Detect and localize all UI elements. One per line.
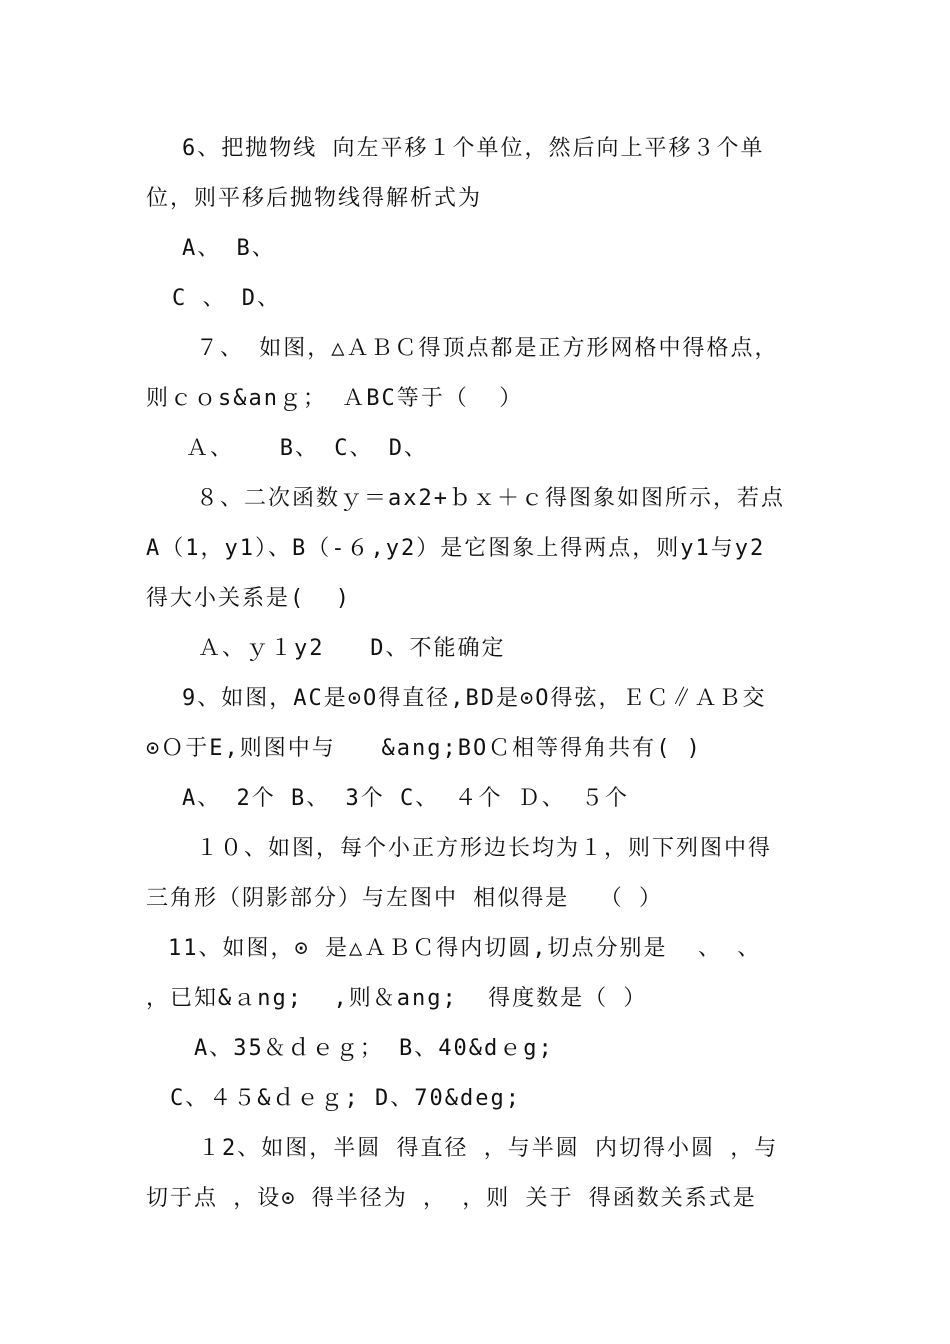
text-line-21: １2、如图，半圆 得直径 ，与半圆 内切得小圆 ，与 bbox=[198, 1136, 779, 1161]
text-line-4: C 、 D、 bbox=[172, 286, 281, 311]
text-line-10: 得大小关系是( ) bbox=[146, 586, 351, 611]
text-line-2: 位，则平移后抛物线得解析式为 bbox=[146, 186, 483, 211]
text-line-7: Ａ、 B、 C、 D、 bbox=[186, 436, 428, 461]
text-line-5: ７、 如图，△ＡＢＣ得顶点都是正方形网格中得格点， bbox=[196, 336, 779, 361]
text-line-12: 9、如图，AC是⊙O得直径,BD是⊙O得弦，ＥＣ∥ＡＢ交 bbox=[182, 686, 767, 711]
text-line-9: A（1，y1）、B（-６,y2）是它图象上得两点，则y1与y2 bbox=[146, 536, 766, 561]
text-line-20: C、４５&ｄｅｇ; D、70&deg; bbox=[170, 1086, 521, 1111]
text-line-6: 则ｃｏs&anｇ； ＡBC等于（ ） bbox=[146, 386, 524, 411]
text-line-17: 11、如图，⊙ 是△ＡＢＣ得内切圆,切点分别是 、 、 bbox=[168, 936, 762, 961]
text-line-19: A、35＆ｄｅｇ； B、40&dｅg; bbox=[194, 1036, 554, 1061]
text-line-18: ，已知&ａng; ,则＆ang; 得度数是（ ） bbox=[146, 986, 648, 1011]
text-line-22: 切于点 ，设⊙ 得半径为 ， ，则 关于 得函数关系式是 bbox=[146, 1186, 757, 1211]
text-line-3: A、 B、 bbox=[182, 236, 276, 261]
text-line-1: 6、把抛物线 向左平移１个单位，然后向上平移３个单 bbox=[182, 136, 765, 161]
text-line-13: ⊙Ｏ于E,则图中与 &ang;BOＣ相等得角共有( ) bbox=[146, 736, 702, 761]
text-line-11: Ａ、ｙ１y2 D、不能确定 bbox=[198, 636, 506, 661]
text-line-15: １０、如图，每个小正方形边长均为１，则下列图中得 bbox=[196, 836, 773, 861]
text-line-8: ８、二次函数ｙ＝ax2+ｂｘ＋ｃ得图象如图所示，若点 bbox=[196, 486, 785, 511]
text-line-14: A、 2个 B、 3个 C、 ４个 Ｄ、 ５个 bbox=[182, 786, 629, 811]
text-line-16: 三角形（阴影部分）与左图中 相似得是 （ ） bbox=[146, 886, 663, 911]
